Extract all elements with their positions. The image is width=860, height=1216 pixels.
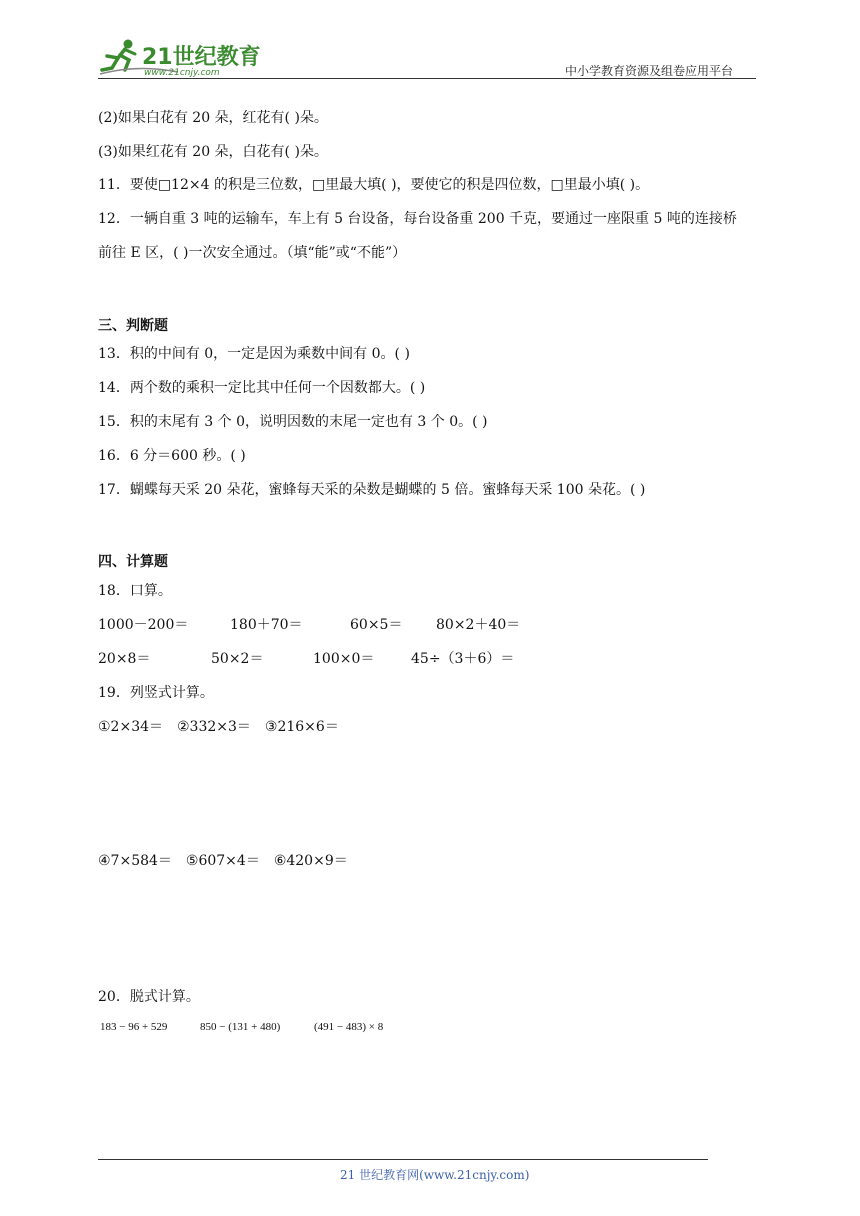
question-20: 20．脱式计算。 xyxy=(98,989,200,1005)
question-11: 11．要使□12×4 的积是三位数，□里最大填( )，要使它的积是四位数，□里最小填( )。 xyxy=(98,177,650,193)
question-19: 19．列竖式计算。 xyxy=(98,685,214,701)
question-14: 14．两个数的乘积一定比其中任何一个因数都大。( ) xyxy=(98,380,426,396)
footer-divider xyxy=(98,1159,708,1160)
question-15: 15．积的末尾有 3 个 0，说明因数的末尾一定也有 3 个 0。( ) xyxy=(98,414,488,430)
question-12-line2: 前往 E 区，( )一次安全通过。（填“能”或“不能”） xyxy=(98,245,407,261)
oral-calc-item: 20×8＝ xyxy=(98,651,151,667)
header-divider xyxy=(98,78,756,79)
question-17: 17．蝴蝶每天采 20 朵花，蜜蜂每天采的朵数是蝴蝶的 5 倍。蜜蜂每天采 100 朵花。( ) xyxy=(98,482,646,498)
oral-calc-item: 50×2＝ xyxy=(211,651,264,667)
platform-name: 中小学教育资源及组卷应用平台 xyxy=(565,64,734,78)
oral-calc-item: 100×0＝ xyxy=(313,651,375,667)
logo-title: 21世纪教育 xyxy=(142,45,261,70)
section-title-calc: 四、计算题 xyxy=(98,554,168,570)
expression-1: 183 − 96 + 529 xyxy=(100,1021,168,1033)
oral-calc-item: 180＋70＝ xyxy=(230,617,303,633)
question-18: 18．口算。 xyxy=(98,583,172,599)
oral-calc-item: 60×5＝ xyxy=(350,617,403,633)
site-logo xyxy=(98,36,268,80)
question-12-line1: 12．一辆自重 3 吨的运输车，车上有 5 台设备，每台设备重 200 千克，要通过一座限重 5 吨的连接桥 xyxy=(98,211,737,227)
expression-3: (491 − 483) × 8 xyxy=(314,1021,384,1033)
vertical-calc-row-1: ①2×34＝ ②332×3＝ ③216×6＝ xyxy=(98,719,339,735)
expression-2: 850 − (131 + 480) xyxy=(200,1021,281,1033)
oral-calc-item: 45÷（3＋6）＝ xyxy=(411,651,515,667)
oral-calc-item: 80×2＋40＝ xyxy=(436,617,521,633)
question-16: 16．6 分＝600 秒。( ) xyxy=(98,448,246,464)
question-2-subpart: (2)如果白花有 20 朵，红花有( )朵。 xyxy=(98,110,328,126)
section-title-judge: 三、判断题 xyxy=(98,318,168,334)
question-3-subpart: (3)如果红花有 20 朵，白花有( )朵。 xyxy=(98,144,328,160)
logo-url: www.21cnjy.com xyxy=(144,68,220,78)
vertical-calc-row-2: ④7×584＝ ⑤607×4＝ ⑥420×9＝ xyxy=(98,853,348,869)
footer-link[interactable]: 21 世纪教育网(www.21cnjy.com) xyxy=(340,1168,530,1182)
question-13: 13．积的中间有 0，一定是因为乘数中间有 0。( ) xyxy=(98,346,410,362)
oral-calc-item: 1000－200＝ xyxy=(98,617,189,633)
